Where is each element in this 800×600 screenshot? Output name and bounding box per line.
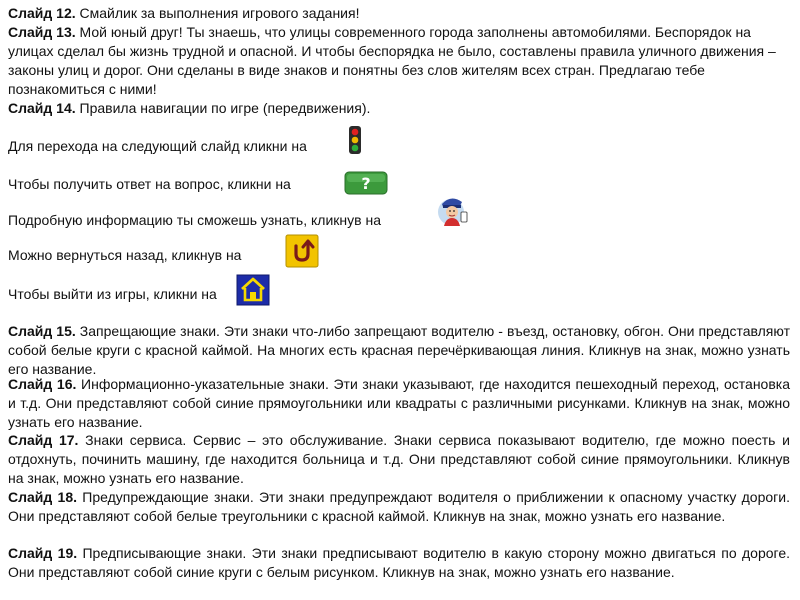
slide-15-label: Слайд 15. bbox=[8, 323, 76, 339]
nav-exit-text: Чтобы выйти из игры, кликни на bbox=[8, 286, 217, 302]
slide-16-text: Информационно-указательные знаки. Эти знаки указывают, где находится пешеходный переход, остановка и т.д. Они представляют собой синие прямоугольники или квадраты с различными рисунками. Кликнув на знак, можно узнать его название. bbox=[8, 376, 790, 430]
home-icon[interactable] bbox=[236, 274, 270, 311]
slide-17-paragraph bbox=[8, 431, 790, 488]
slide-14-text: Правила навигации по игре (передвижения). bbox=[75, 100, 371, 116]
back-arrow-icon[interactable] bbox=[285, 234, 319, 273]
slide-17-text: Знаки сервиса. Сервис – это обслуживание. Знаки сервиса показывают водителю, где можно поесть и отдохнуть, починить машину, где находится больница и т.д. Они представляют собой синие прямоугольники. Кликнув на знак, можно узнать его название. bbox=[8, 432, 790, 486]
question-mark: ? bbox=[361, 174, 371, 193]
slide-19-paragraph bbox=[8, 544, 790, 582]
slide-16-paragraph bbox=[8, 375, 790, 432]
slide-13-text: Мой юный друг! Ты знаешь, что улицы современного города заполнены автомобилями. Беспорядок на улицах сделал бы жизнь трудной и опасной. И чтобы беспорядка не было, составлены правила уличного движения – законы улиц и дорог. Они сделаны в виде знаков и понятны без слов жителям всех стран. Предлагаю тебе познакомиться с ними! bbox=[8, 24, 776, 97]
slide-18-label: Слайд 18. bbox=[8, 489, 77, 505]
nav-info-text: Подробную информацию ты сможешь узнать, кликнув на bbox=[8, 212, 381, 228]
slide-12-label: Слайд 12. bbox=[8, 5, 76, 21]
nav-next-text: Для перехода на следующий слайд кликни на bbox=[8, 138, 307, 154]
slide-12-paragraph bbox=[8, 4, 790, 23]
slide-19-text: Предписывающие знаки. Эти знаки предписывают водителю в какую сторону можно двигаться по дороге. Они представляют собой синие круги с белым рисунком. Кликнув на знак, можно узнать его название. bbox=[8, 545, 790, 580]
slide-13-label: Слайд 13. bbox=[8, 24, 76, 40]
slide-15-text: Запрещающие знаки. Эти знаки что-либо запрещают водителю - въезд, остановку, обгон. Они представляют собой белые круги с красной каймой. На многих есть красная перечёркивающая линия. Кликнув на знак, можно узнать его название. bbox=[8, 323, 790, 377]
slide-18-paragraph bbox=[8, 488, 790, 526]
slide-12-text: Смайлик за выполнения игрового задания! bbox=[75, 5, 360, 21]
slide-13-paragraph bbox=[8, 23, 790, 99]
slide-19-label: Слайд 19. bbox=[8, 545, 78, 561]
slide-15-paragraph bbox=[8, 322, 790, 379]
slide-16-label: Слайд 16. bbox=[8, 376, 77, 392]
traffic-light-icon[interactable] bbox=[346, 125, 364, 160]
inspector-character-icon[interactable] bbox=[434, 192, 470, 233]
nav-back-text: Можно вернуться назад, кликнув на bbox=[8, 247, 242, 263]
nav-answer-text: Чтобы получить ответ на вопрос, кликни на bbox=[8, 176, 291, 192]
slide-14-paragraph bbox=[8, 99, 790, 118]
slide-14-label: Слайд 14. bbox=[8, 100, 76, 116]
slide-18-text: Предупреждающие знаки. Эти знаки предупреждают водителя о приближении к опасному участку дороги. Они представляют собой белые треугольники с красной каймой. Кликнув на знак, можно узнать его название. bbox=[8, 489, 790, 524]
slide-17-label: Слайд 17. bbox=[8, 432, 79, 448]
question-button-icon[interactable] bbox=[344, 171, 388, 200]
